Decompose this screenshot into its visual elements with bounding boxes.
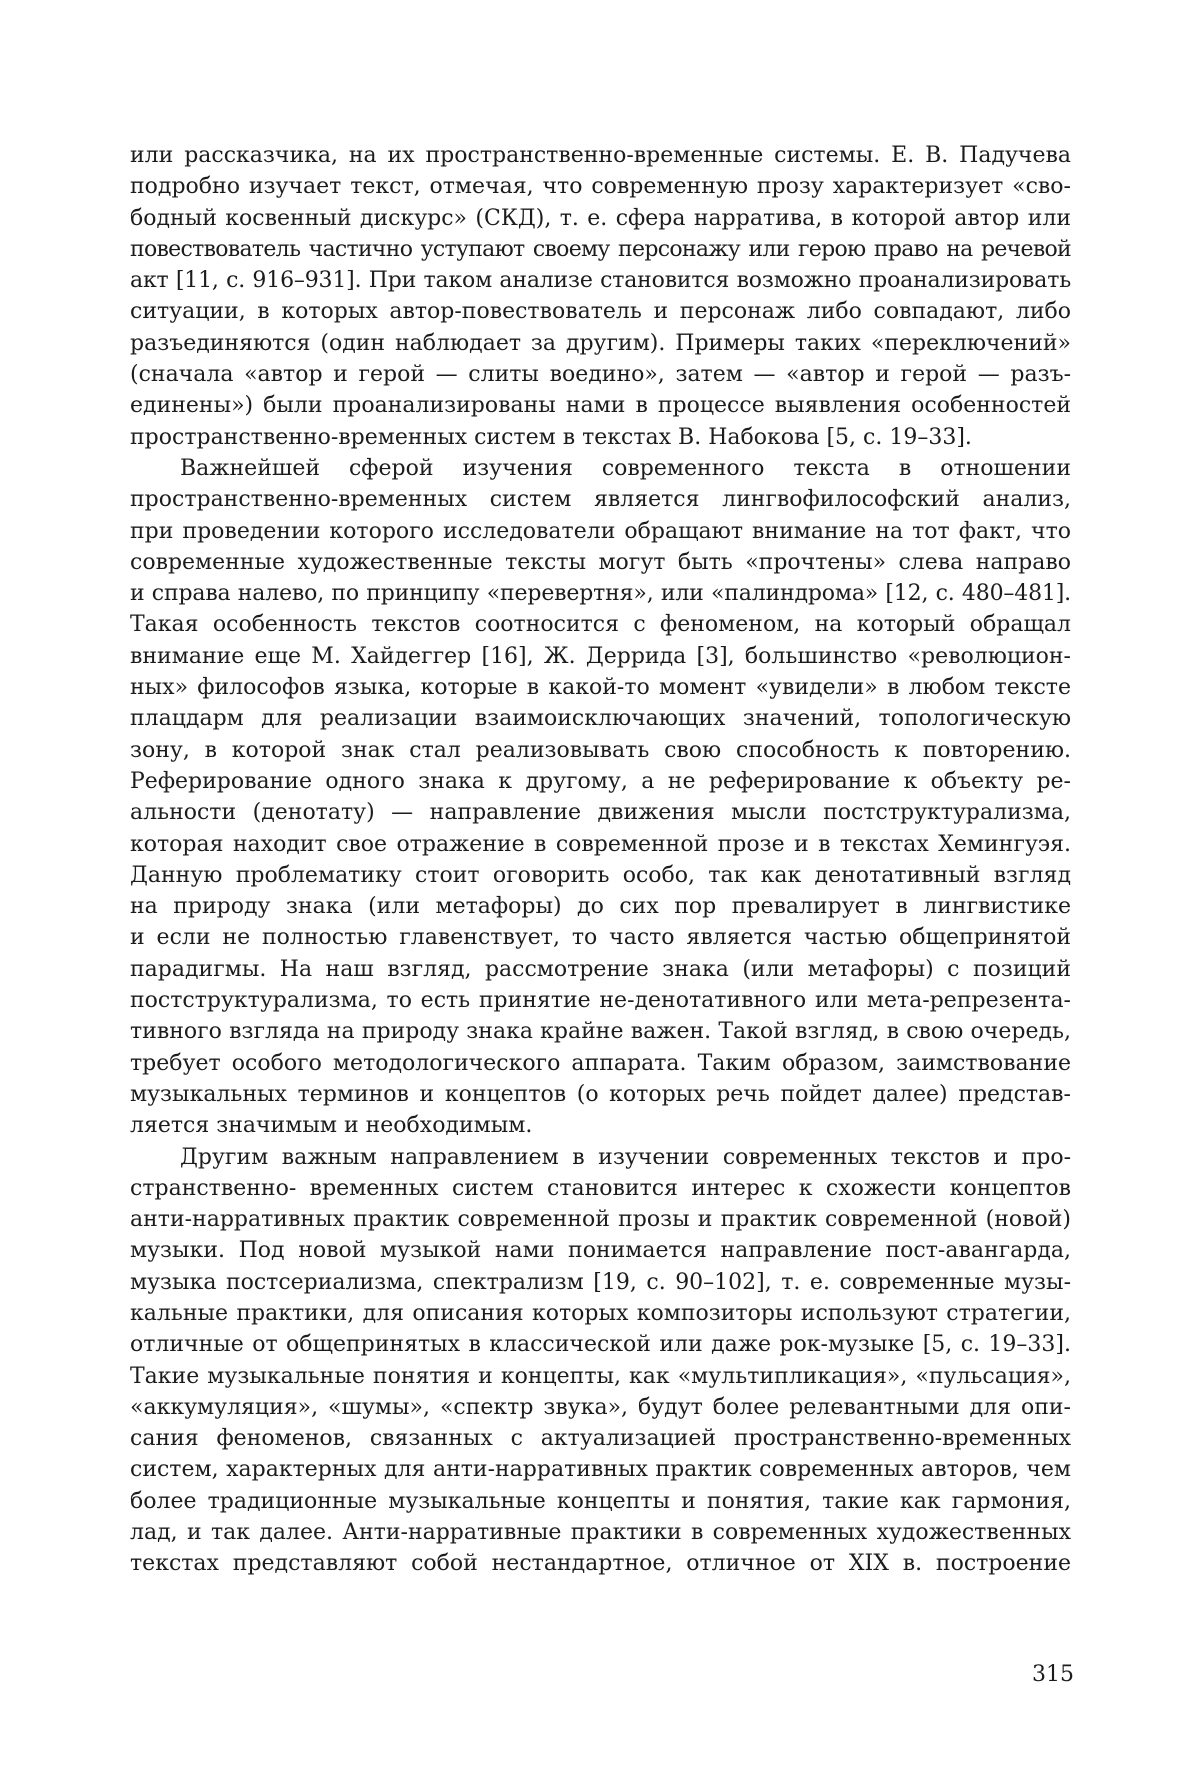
text-line: на природу знака (или метафоры) до сих пор превалирует в лингвистике xyxy=(130,891,1071,922)
text-line: систем, характерных для анти-нарративных практик современных авторов, чем xyxy=(130,1454,1071,1485)
text-line: отличные от общепринятых в классической или даже рок-музыке [5, с. 19–33]. xyxy=(130,1329,1071,1360)
text-line: музыкальных терминов и концептов (о которых речь пойдет далее) представ- xyxy=(130,1079,1071,1110)
text-line: пространственно-временных систем является лингвофилософский анализ, xyxy=(130,484,1071,515)
paragraph xyxy=(130,140,1071,453)
text-line: при проведении которого исследователи обращают внимание на тот факт, что xyxy=(130,516,1071,547)
text-line: постструктурализма, то есть принятие не-денотативного или мета-репрезента- xyxy=(130,985,1071,1016)
text-line: сания феноменов, связанных с актуализацией пространственно-временных xyxy=(130,1423,1071,1454)
text-line: плацдарм для реализации взаимоисключающих значений, топологическую xyxy=(130,703,1071,734)
text-line: Другим важным направлением в изучении современных текстов и про- xyxy=(130,1142,1071,1173)
text-line: современные художественные тексты могут быть «прочтены» слева направо xyxy=(130,547,1071,578)
text-line: Данную проблематику стоит оговорить особо, так как денотативный взгляд xyxy=(130,860,1071,891)
text-line: ляется значимым и необходимым. xyxy=(130,1110,1071,1141)
text-line: ситуации, в которых автор-повествователь и персонаж либо совпадают, либо xyxy=(130,296,1071,327)
text-line: разъединяются (один наблюдает за другим). Примеры таких «переключений» xyxy=(130,328,1071,359)
text-line: и если не полностью главенствует, то часто является частью общепринятой xyxy=(130,922,1071,953)
text-line: Такая особенность текстов соотносится с феноменом, на который обращал xyxy=(130,609,1071,640)
text-line: анти-нарративных практик современной прозы и практик современной (новой) xyxy=(130,1204,1071,1235)
text-line: музыка постсериализма, спектрализм [19, с. 90–102], т. е. современные музы- xyxy=(130,1267,1071,1298)
text-line: повествователь частично уступают своему персонажу или герою право на речевой xyxy=(130,234,1071,265)
text-line: подробно изучает текст, отмечая, что современную прозу характеризует «сво- xyxy=(130,171,1071,202)
text-line: лад, и так далее. Анти-нарративные практики в современных художественных xyxy=(130,1517,1071,1548)
text-line: пространственно-временных систем в текстах В. Набокова [5, с. 19–33]. xyxy=(130,422,1071,453)
text-line: тивного взгляда на природу знака крайне важен. Такой взгляд, в свою очередь, xyxy=(130,1016,1071,1047)
text-line: более традиционные музыкальные концепты и понятия, такие как гармония, xyxy=(130,1486,1071,1517)
text-line: кальные практики, для описания которых композиторы используют стратегии, xyxy=(130,1298,1071,1329)
text-line: альности (денотату) — направление движения мысли постструктурализма, xyxy=(130,797,1071,828)
text-line: ных» философов языка, которые в какой-то момент «увидели» в любом тексте xyxy=(130,672,1071,703)
paragraph xyxy=(130,1142,1071,1580)
text-line: или рассказчика, на их пространственно-временные системы. Е. В. Падучева xyxy=(130,140,1071,171)
text-line: «аккумуляция», «шумы», «спектр звука», будут более релевантными для опи- xyxy=(130,1392,1071,1423)
text-line: текстах представляют собой нестандартное, отличное от XIX в. построение xyxy=(130,1548,1071,1579)
text-line: зону, в которой знак стал реализовывать свою способность к повторению. xyxy=(130,735,1071,766)
body-text xyxy=(130,140,1071,1580)
text-line: которая находит свое отражение в современной прозе и в текстах Хемингуэя. xyxy=(130,829,1071,860)
text-line: парадигмы. На наш взгляд, рассмотрение знака (или метафоры) с позиций xyxy=(130,954,1071,985)
text-line: внимание еще М. Хайдеггер [16], Ж. Деррида [3], большинство «революцион- xyxy=(130,641,1071,672)
text-line: музыки. Под новой музыкой нами понимается направление пост-авангарда, xyxy=(130,1235,1071,1266)
text-line: требует особого методологического аппарата. Таким образом, заимствование xyxy=(130,1048,1071,1079)
text-line: акт [11, с. 916–931]. При таком анализе становится возможно проанализировать xyxy=(130,265,1071,296)
text-line: бодный косвенный дискурс» (СКД), т. е. сфера нарратива, в которой автор или xyxy=(130,203,1071,234)
text-line: (сначала «автор и герой — слиты воедино», затем — «автор и герой — разъ- xyxy=(130,359,1071,390)
text-line: Реферирование одного знака к другому, а не реферирование к объекту ре- xyxy=(130,766,1071,797)
text-line: Такие музыкальные понятия и концепты, как «мультипликация», «пульсация», xyxy=(130,1361,1071,1392)
text-line: Важнейшей сферой изучения современного текста в отношении xyxy=(130,453,1071,484)
text-line: странственно- временных систем становится интерес к схожести концептов xyxy=(130,1173,1071,1204)
paragraph xyxy=(130,453,1071,1142)
text-line: единены») были проанализированы нами в процессе выявления особенностей xyxy=(130,390,1071,421)
page-number: 315 xyxy=(1032,1662,1074,1687)
text-line: и справа налево, по принципу «перевертня», или «палиндрома» [12, с. 480–481]. xyxy=(130,578,1071,609)
document-page xyxy=(0,0,1200,1784)
